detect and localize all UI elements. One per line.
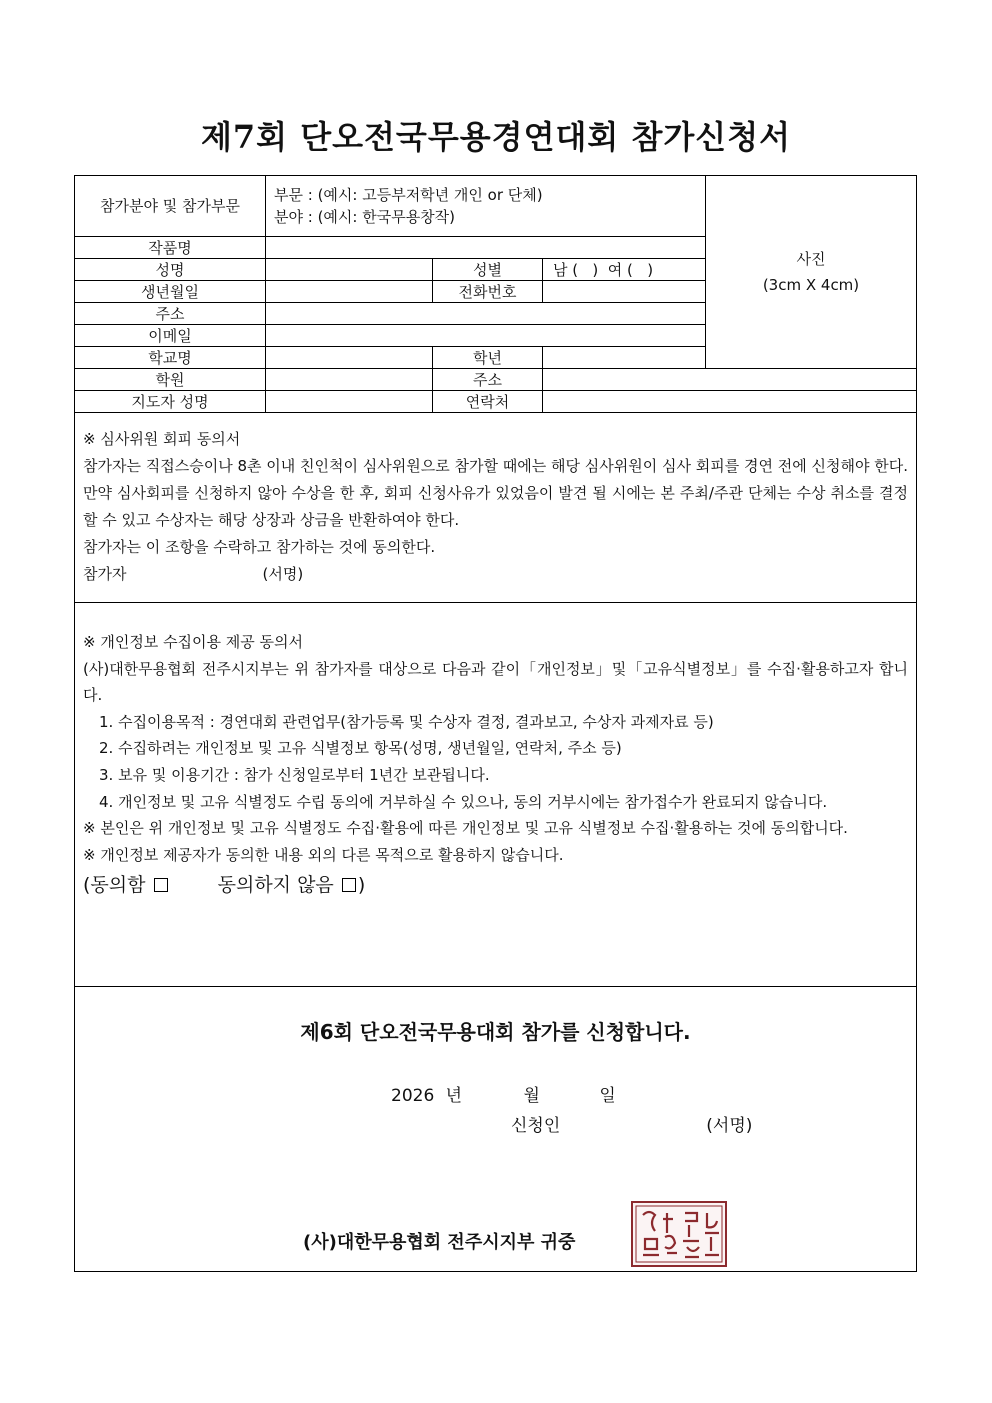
email-field[interactable] [266,325,706,347]
contact-field[interactable] [543,391,917,413]
privacy-heading: ※ 개인정보 수집이용 제공 동의서 [83,633,304,651]
year-unit: 년 [445,1086,463,1106]
address-field[interactable] [266,303,706,325]
application-section [75,987,917,1272]
privacy-item-2: 2. 수집하려는 개인정보 및 고유 식별정보 항목(성명, 생년월일, 연락처, 주소 등) [99,739,622,758]
name-field[interactable] [266,259,433,281]
gender-field[interactable]: 남 ( ) 여 ( ) [543,259,706,281]
work-title-field[interactable] [266,237,706,259]
recusal-body: 참가자는 직접스승이나 8촌 이내 친인척이 심사위원으로 참가할 때에는 해당 심사위원이 심사 회피를 경연 전에 신청해야 한다. 만약 심사회피를 신청하지 않아 수상을 한 후, 회피 신청사유가 있었음이 발견 될 시에는 본 주최/주관 단체는 수상 취소를 결정할 수 있고 수상자는 해당 상장과 상금을 반환하여야 한다. [83,457,908,529]
privacy-item-4: 4. 개인정보 및 고유 식별정도 수립 동의에 거부하실 수 있으나, 동의 거부시에는 참가접수가 완료되지 않습니다. [99,792,828,811]
recusal-section [75,413,917,603]
gender-label: 성별 [433,259,543,281]
address-label: 주소 [75,303,266,325]
day-unit: 일 [599,1086,616,1106]
birthdate-label: 생년월일 [75,281,266,303]
privacy-item-3: 3. 보유 및 이용기간 : 참가 신청일로부터 1년간 보관됩니다. [99,765,490,784]
privacy-note-2: ※ 개인정보 제공자가 동의한 내용 외의 다른 목적으로 활용하지 않습니다. [83,845,564,864]
recusal-heading: ※ 심사위원 회피 동의서 [83,430,241,448]
name-label: 성명 [75,259,266,281]
participant-label: 참가자 [83,565,127,583]
school-label: 학교명 [75,347,266,369]
phone-label: 전화번호 [433,281,543,303]
email-label: 이메일 [75,325,266,347]
organization-seal-icon [631,1201,727,1267]
academy-address-label: 주소 [433,369,543,391]
privacy-intro: (사)대한무용협회 전주시지부는 위 참가자를 대상으로 다음과 같이「개인정보」및「고유식별정보」를 수집·활용하고자 합니다. [83,659,908,705]
photo-label: 사진 [796,250,826,268]
participant-signature[interactable]: (서명) [262,565,304,583]
academy-label: 학원 [75,369,266,391]
work-title-label: 작품명 [75,237,266,259]
application-date[interactable] [391,1087,616,1105]
category-field-text: 분야 : (예시: 한국무용창작) [274,208,456,226]
recusal-agreement: 참가자는 이 조항을 수락하고 참가하는 것에 동의한다. [83,538,436,556]
agree-checkbox[interactable] [154,878,168,892]
applicant-signature[interactable]: (서명) [706,1116,753,1136]
category-label: 참가분야 및 참가부문 [75,176,266,237]
application-form [74,175,917,1272]
school-field[interactable] [266,347,433,369]
privacy-note-1: ※ 본인은 위 개인정보 및 고유 식별정도 수집·활용에 따른 개인정보 및 고유 식별정보 수집·활용하는 것에 동의합니다. [83,819,848,838]
grade-label: 학년 [433,347,543,369]
academy-field[interactable] [266,369,433,391]
agree-label: (동의함 [83,874,146,897]
category-field[interactable] [266,176,706,237]
phone-field[interactable] [543,281,706,303]
consent-row [83,872,908,899]
year-value: 2026 [391,1086,435,1106]
category-division-text: 부문 : (예시: 고등부저학년 개인 or 단체) [274,186,543,204]
application-statement: 제6회 단오전국무용대회 참가를 신청합니다. [300,1020,691,1044]
month-unit: 월 [523,1086,540,1106]
privacy-section [75,603,917,987]
teacher-name-label: 지도자 성명 [75,391,266,413]
disagree-checkbox[interactable] [342,878,356,892]
privacy-item-1: 1. 수집이용목적 : 경연대회 관련업무(참가등록 및 수상자 결정, 결과보고, 수상자 과제자료 등) [99,712,714,731]
applicant-label: 신청인 [511,1116,561,1136]
grade-field[interactable] [543,347,706,369]
birthdate-field[interactable] [266,281,433,303]
recusal-signature-row [83,561,908,588]
disagree-label: 동의하지 않음 [217,874,334,897]
academy-address-field[interactable] [543,369,917,391]
consent-close-paren: ) [357,874,366,897]
applicant-row [511,1117,752,1135]
photo-box[interactable] [706,176,917,369]
contact-label: 연락처 [433,391,543,413]
page-title: 제7회 단오전국무용경연대회 참가신청서 [200,118,792,156]
photo-size: (3cm X 4cm) [762,276,860,294]
teacher-name-field[interactable] [266,391,433,413]
organization-name: (사)대한무용협회 전주시지부 귀중 [303,1232,576,1253]
